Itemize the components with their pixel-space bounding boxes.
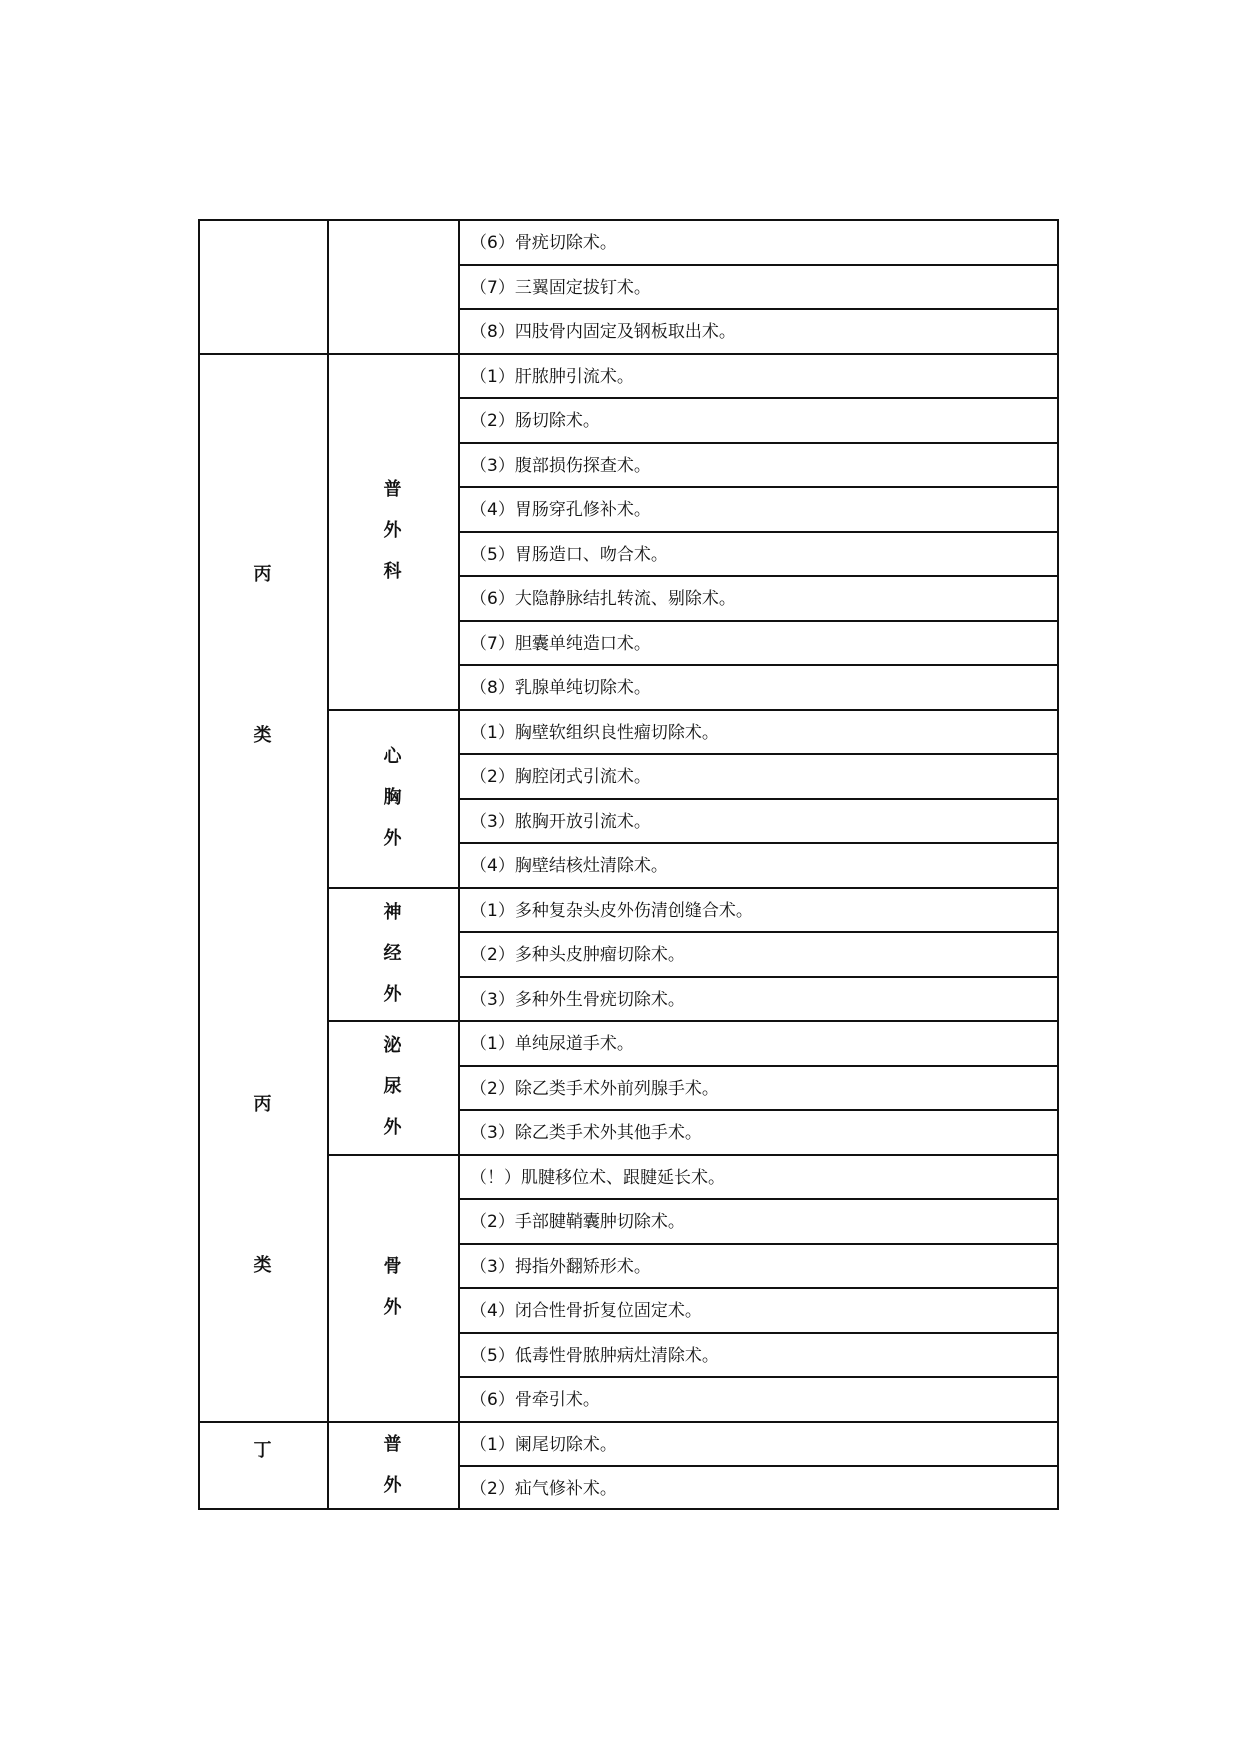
- item-divider: [458, 931, 1059, 933]
- department-label: 心 胸 外: [383, 746, 402, 849]
- item-divider: [458, 397, 1059, 399]
- department-label: 泌 尿 外: [383, 1035, 402, 1139]
- procedure-item: （2）除乙类手术外前列腺手术。: [470, 1078, 719, 1099]
- category-divider: [198, 353, 327, 355]
- procedure-item: （2）疝气修补术。: [470, 1479, 617, 1499]
- item-divider: [458, 1465, 1059, 1467]
- department-divider: [327, 353, 1059, 355]
- procedure-item: （1）多种复杂头皮外伤清创缝合术。: [470, 900, 753, 921]
- item-divider: [458, 486, 1059, 488]
- procedure-item: （2）胸腔闭式引流术。: [470, 767, 651, 787]
- procedure-item: （2）肠切除术。: [470, 411, 600, 431]
- department-label: 普 外: [383, 1434, 402, 1496]
- category-divider: [198, 1421, 327, 1423]
- item-divider: [458, 1065, 1059, 1067]
- department-divider: [327, 887, 1059, 889]
- item-divider: [458, 664, 1059, 666]
- department-label: 神 经 外: [383, 901, 402, 1005]
- category-label: 丙 类: [253, 563, 272, 746]
- procedure-item: （4）胸壁结核灶清除术。: [470, 856, 668, 876]
- item-divider: [458, 798, 1059, 800]
- column-divider-department: [458, 219, 460, 1510]
- category-label: 丙 类: [253, 1094, 272, 1277]
- procedure-item: （3）腹部损伤探查术。: [470, 455, 651, 476]
- department-divider: [327, 709, 1059, 711]
- procedure-item: （4）闭合性骨折复位固定术。: [470, 1301, 702, 1321]
- procedure-item: （1）单纯尿道手术。: [470, 1034, 634, 1054]
- procedure-item: （1）阑尾切除术。: [470, 1434, 617, 1455]
- procedure-item: （6）骨牵引术。: [470, 1390, 600, 1410]
- department-divider: [327, 1421, 1059, 1423]
- procedure-item: （7）三翼固定拔钉术。: [470, 277, 651, 298]
- procedure-item: （4）胃肠穿孔修补术。: [470, 500, 651, 520]
- procedure-item: （1）肝脓肿引流术。: [470, 366, 634, 387]
- item-divider: [458, 575, 1059, 577]
- procedure-item: （8）四肢骨内固定及钢板取出术。: [470, 322, 736, 342]
- item-divider: [458, 1287, 1059, 1289]
- table-grid: [198, 219, 1059, 1520]
- procedure-item: （1）胸壁软组织良性瘤切除术。: [470, 722, 719, 743]
- procedure-item: （3）多种外生骨疣切除术。: [470, 989, 685, 1010]
- item-divider: [458, 531, 1059, 533]
- item-divider: [458, 1198, 1059, 1200]
- procedure-item: （2）多种头皮肿瘤切除术。: [470, 945, 685, 965]
- item-divider: [458, 842, 1059, 844]
- procedure-item: （6）骨疣切除术。: [470, 233, 617, 253]
- procedure-item: （3）拇指外翻矫形术。: [470, 1256, 651, 1277]
- item-divider: [458, 1376, 1059, 1378]
- procedure-item: （！）肌腱移位术、跟腱延长术。: [470, 1167, 725, 1188]
- table-border-left: [198, 219, 200, 1510]
- department-label: 骨 外: [383, 1256, 402, 1318]
- item-divider: [458, 264, 1059, 266]
- item-divider: [458, 308, 1059, 310]
- procedure-item: （3）除乙类手术外其他手术。: [470, 1123, 702, 1143]
- procedure-item: （3）脓胸开放引流术。: [470, 811, 651, 832]
- procedure-item: （6）大隐静脉结扎转流、剔除术。: [470, 589, 736, 609]
- department-divider: [327, 1020, 1059, 1022]
- procedure-item: （7）胆囊单纯造口术。: [470, 633, 651, 654]
- item-divider: [458, 620, 1059, 622]
- item-divider: [458, 753, 1059, 755]
- procedure-item: （2）手部腱鞘囊肿切除术。: [470, 1212, 685, 1232]
- category-label: 丁: [253, 1440, 272, 1461]
- procedure-item: （5）低毒性骨脓肿病灶清除术。: [470, 1345, 719, 1366]
- procedure-item: （8）乳腺单纯切除术。: [470, 678, 651, 698]
- department-divider: [327, 1154, 1059, 1156]
- table-border-right: [1057, 219, 1059, 1510]
- department-label: 普 外 科: [383, 479, 402, 582]
- procedure-item: （5）胃肠造口、吻合术。: [470, 544, 668, 565]
- item-divider: [458, 1243, 1059, 1245]
- item-divider: [458, 442, 1059, 444]
- item-divider: [458, 1332, 1059, 1334]
- item-divider: [458, 1109, 1059, 1111]
- procedure-table: [198, 219, 1059, 1520]
- item-divider: [458, 976, 1059, 978]
